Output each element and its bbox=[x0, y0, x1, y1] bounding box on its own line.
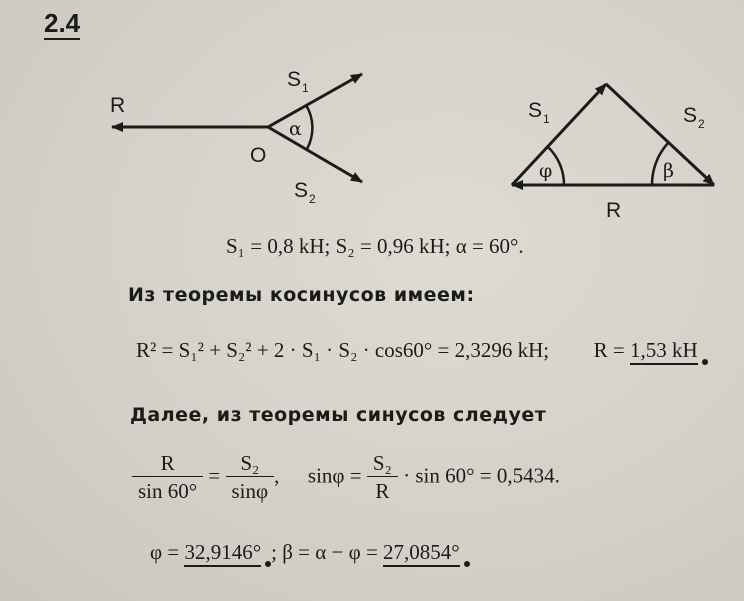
phi-result: 32,9146° bbox=[184, 540, 261, 567]
beta-label: ; β = α − φ = bbox=[271, 540, 384, 564]
label-phi: φ bbox=[539, 160, 553, 182]
label-S2-sub: 2 bbox=[309, 192, 316, 206]
fraction-denominator: sin 60° bbox=[138, 479, 198, 503]
label-beta: β bbox=[663, 160, 674, 182]
R-result: 1,53 kH bbox=[630, 338, 698, 365]
cosine-formula-line bbox=[136, 338, 708, 363]
label-tri-S2: S bbox=[683, 104, 698, 127]
sine-formula-line bbox=[132, 450, 560, 505]
result-marker bbox=[702, 359, 708, 365]
left-force-diagram bbox=[110, 68, 362, 206]
fraction-numerator: S₂ bbox=[226, 450, 275, 477]
phi-label: φ = bbox=[150, 540, 185, 564]
label-alpha: α bbox=[289, 118, 302, 140]
sinphi-result: · sin 60° = 0,5434. bbox=[403, 463, 560, 488]
label-tri-S1: S bbox=[528, 99, 543, 122]
vector-S2 bbox=[268, 127, 362, 182]
cosine-heading: Из теоремы косинусов имеем: bbox=[128, 284, 475, 306]
comma: , bbox=[274, 463, 280, 488]
fraction-numerator: R bbox=[132, 450, 203, 477]
label-tri-S1-sub: 1 bbox=[543, 112, 550, 126]
cosine-formula: R² = S₁² + S₂² + 2 · S₁ · S₂ · cos60° = 2,3296 kH; bbox=[136, 338, 550, 362]
fraction-denominator: R bbox=[375, 479, 390, 503]
beta-result: 27,0854° bbox=[383, 540, 460, 567]
force-triangle bbox=[512, 84, 714, 222]
result-marker bbox=[464, 561, 470, 567]
angle-alpha-arc bbox=[306, 105, 312, 149]
equals-sign: = bbox=[208, 463, 221, 488]
label-S1: S bbox=[287, 68, 302, 91]
label-O: O bbox=[250, 144, 267, 167]
fraction-S2-over-R bbox=[367, 450, 398, 505]
sine-heading: Далее, из теоремы синусов следует bbox=[130, 404, 547, 426]
vector-S1 bbox=[268, 74, 362, 127]
fraction-R-over-sin60 bbox=[132, 450, 203, 505]
triangle-S1 bbox=[512, 84, 606, 185]
label-S2: S bbox=[294, 179, 309, 202]
triangle-S2 bbox=[606, 84, 714, 185]
label-S1-sub: 1 bbox=[302, 81, 309, 95]
label-R: R bbox=[110, 94, 126, 117]
label-tri-S2-sub: 2 bbox=[698, 117, 705, 131]
R-label: R = bbox=[593, 338, 630, 362]
label-tri-R: R bbox=[606, 199, 622, 222]
fraction-S2-over-sinphi bbox=[226, 450, 275, 505]
given-values: S₁ = 0,8 kH; S₂ = 0,96 kH; α = 60°. bbox=[226, 234, 524, 258]
fraction-denominator: sinφ bbox=[231, 479, 269, 503]
angles-result-line bbox=[150, 540, 470, 565]
fraction-numerator: S₂ bbox=[367, 450, 398, 477]
sinphi-label: sinφ = bbox=[307, 463, 362, 488]
problem-number: 2.4 bbox=[44, 8, 81, 38]
